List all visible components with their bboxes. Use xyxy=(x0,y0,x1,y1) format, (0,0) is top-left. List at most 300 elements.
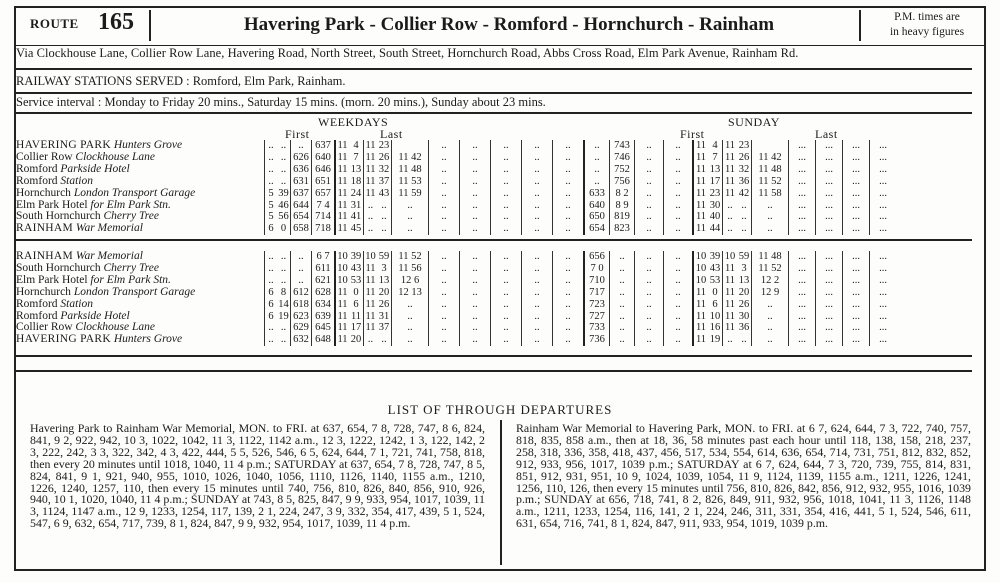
time-cell: 0 xyxy=(280,223,287,235)
time-cell: .. xyxy=(491,263,522,275)
time-cell: 611 xyxy=(312,263,336,275)
time-cell: .. xyxy=(553,164,585,176)
time-cell: 30 xyxy=(709,199,721,211)
time-cell: ... xyxy=(816,311,843,323)
time-cell: .. xyxy=(429,176,460,188)
time-cell: .. xyxy=(723,200,738,212)
time-cell: .. xyxy=(460,211,491,223)
time-cell: 11 xyxy=(335,140,349,152)
time-cell: .. xyxy=(553,200,585,212)
time-cell: ... xyxy=(843,152,870,164)
time-cell: .. xyxy=(522,299,553,311)
time-cell: .. xyxy=(280,175,287,187)
via-roads: Via Clockhouse Lane, Collier Row Lane, Havering Road, North Street, South Street, Hornchurch Road, Abbs Cross Road, Elm Park Avenue, Rainham Rd. xyxy=(16,46,799,60)
time-cell: 6 xyxy=(265,299,278,311)
time-cell: 39 xyxy=(350,251,362,262)
time-cell: ... xyxy=(789,176,816,188)
time-cell: 7 xyxy=(712,151,718,163)
timetable-row xyxy=(14,287,896,299)
time-cell: 26 xyxy=(378,151,390,163)
time-cell: .. xyxy=(752,322,789,334)
time-cell: 59 xyxy=(378,251,390,262)
time-cell: 7 4 xyxy=(312,200,336,212)
time-cell: .. xyxy=(491,334,522,346)
timetable-row xyxy=(14,176,896,188)
time-cell: 11 xyxy=(723,263,738,275)
time-cell: 37 xyxy=(378,322,390,334)
time-cell: 8 xyxy=(280,286,287,298)
time-cell: 43 xyxy=(709,262,721,274)
time-cell: ... xyxy=(870,287,897,299)
time-cell: .. xyxy=(429,322,460,334)
time-cell: 6 xyxy=(265,223,278,235)
time-cell: 32 xyxy=(738,163,750,175)
time-cell: ... xyxy=(843,200,870,212)
inbound-table xyxy=(14,251,972,346)
time-cell: 11 48 xyxy=(392,164,429,176)
timetable-row xyxy=(14,200,896,212)
time-cell: 11 xyxy=(335,311,349,323)
time-cell: 43 xyxy=(350,262,362,274)
time-cell: 11 xyxy=(693,188,708,200)
stop-name: Hornchurch London Transport Garage xyxy=(16,187,196,199)
time-cell: 26 xyxy=(738,151,750,163)
time-cell: 648 xyxy=(312,334,336,346)
time-cell: .. xyxy=(610,322,635,334)
time-cell: .. xyxy=(584,152,610,164)
time-cell: 5 xyxy=(265,211,278,223)
time-cell: 11 52 xyxy=(752,176,789,188)
time-cell: .. xyxy=(491,311,522,323)
time-cell: .. xyxy=(553,188,585,200)
time-cell: .. xyxy=(664,287,694,299)
time-cell: 11 xyxy=(365,151,376,163)
time-cell: 11 xyxy=(365,163,376,175)
time-cell: .. xyxy=(610,275,635,287)
time-cell: 10 xyxy=(709,310,721,322)
stop-name: Hornchurch London Transport Garage xyxy=(16,286,196,298)
railway-stations: RAILWAY STATIONS SERVED : Romford, Elm Park, Rainham. xyxy=(16,74,346,88)
time-cell: .. xyxy=(392,334,429,346)
time-cell: 11 52 xyxy=(392,251,429,263)
time-cell: .. xyxy=(522,223,553,235)
time-cell: ... xyxy=(870,188,897,200)
stop-name: RAINHAM War Memorial xyxy=(16,223,143,235)
time-cell: 819 xyxy=(610,211,635,223)
time-cell: ... xyxy=(870,223,897,235)
time-cell: 44 xyxy=(709,223,721,235)
time-cell: 20 xyxy=(738,286,750,298)
time-cell: ... xyxy=(816,211,843,223)
stop-name: Romford Station xyxy=(16,175,93,187)
timetable-row xyxy=(14,299,896,311)
time-cell xyxy=(392,140,429,152)
time-cell: 53 xyxy=(350,274,362,286)
time-cell: 11 xyxy=(350,310,362,322)
time-cell: 10 xyxy=(693,263,708,275)
time-cell: ... xyxy=(789,275,816,287)
timetable-row xyxy=(14,275,896,287)
time-cell: 11 xyxy=(365,187,376,199)
time-cell: .. xyxy=(522,263,553,275)
time-cell: ... xyxy=(789,311,816,323)
time-cell: .. xyxy=(491,200,522,212)
stop-name: RAINHAM War Memorial xyxy=(16,251,143,262)
time-cell: .. xyxy=(491,211,522,223)
time-cell: 11 xyxy=(365,175,376,187)
timetable-row xyxy=(14,263,896,275)
timetable-row xyxy=(14,164,896,176)
time-cell: .. xyxy=(635,164,664,176)
time-cell: .. xyxy=(522,334,553,346)
time-cell: .. xyxy=(491,152,522,164)
time-cell: .. xyxy=(364,211,378,223)
time-cell: .. xyxy=(280,262,287,274)
time-cell: ... xyxy=(870,140,897,152)
time-cell: 16 xyxy=(709,322,721,334)
time-cell: .. xyxy=(723,334,738,346)
time-cell: .. xyxy=(664,176,694,188)
sunday-heading: SUNDAY xyxy=(728,115,780,129)
time-cell: 733 xyxy=(584,322,610,334)
time-cell: 743 xyxy=(610,140,635,152)
time-cell: ... xyxy=(870,263,897,275)
time-cell: 23 xyxy=(738,140,750,151)
time-cell: 11 52 xyxy=(752,263,789,275)
time-cell: ... xyxy=(843,223,870,235)
time-cell: 651 xyxy=(312,176,336,188)
time-cell: .. xyxy=(664,223,694,235)
time-cell: 623 xyxy=(291,311,312,323)
time-cell: 11 59 xyxy=(392,188,429,200)
time-cell: 11 42 xyxy=(392,152,429,164)
time-cell: .. xyxy=(664,322,694,334)
time-cell: ... xyxy=(870,164,897,176)
time-cell: ... xyxy=(816,188,843,200)
time-cell: 37 xyxy=(378,175,390,187)
time-cell: .. xyxy=(635,176,664,188)
time-cell: 639 xyxy=(312,311,336,323)
time-cell: ... xyxy=(789,200,816,212)
time-cell: .. xyxy=(752,211,789,223)
time-cell: ... xyxy=(870,152,897,164)
time-cell: .. xyxy=(522,211,553,223)
time-cell: 12 2 xyxy=(752,275,789,287)
time-cell: 40 xyxy=(709,211,721,223)
time-cell: ... xyxy=(843,334,870,346)
time-cell: .. xyxy=(460,164,491,176)
time-cell: 10 xyxy=(335,275,349,287)
time-cell: .. xyxy=(584,140,610,152)
time-cell: .. xyxy=(429,140,460,152)
time-cell: 39 xyxy=(709,251,721,262)
time-cell: .. xyxy=(392,211,429,223)
time-cell: ... xyxy=(843,211,870,223)
time-cell: .. xyxy=(280,163,287,175)
time-cell: 32 xyxy=(378,163,390,175)
time-cell: .. xyxy=(741,223,747,235)
time-cell: 10 xyxy=(365,251,376,262)
time-cell: 628 xyxy=(312,287,336,299)
time-cell: .. xyxy=(584,176,610,188)
time-cell: 18 xyxy=(350,175,362,187)
time-cell: ... xyxy=(870,299,897,311)
time-cell: 612 xyxy=(291,287,312,299)
time-cell: 11 xyxy=(335,164,349,176)
time-cell: ... xyxy=(843,164,870,176)
time-cell: .. xyxy=(429,263,460,275)
time-cell: ... xyxy=(789,223,816,235)
time-cell: .. xyxy=(635,200,664,212)
time-cell: 11 xyxy=(723,322,738,334)
route-title: Havering Park - Collier Row - Romford - Hornchurch - Rainham xyxy=(243,14,775,35)
stop-name: South Hornchurch Cherry Tree xyxy=(16,211,159,223)
time-cell: .. xyxy=(460,263,491,275)
departures-outbound: Havering Park to Rainham War Memorial, MON. to FRI. at 637, 654, 7 8, 728, 747, 8 6, 824, 841, 9 2, 922, 942, 10 3, 1022, 1042, 11 3, 1122, 1142 a.m., 12 3, 1222, 1242, 1 3, 122, 142, 2 3, 222, 242, 3 3, 322, 342, 4 3, 422, 444, 5 5, 526, 546, 6 5, 624, 644, 7 1, 721, 741, 758, 818, then every 20 minutes until 1018, 1040, 11 4 p.m.; SATURDAY at 637, 654, 7 8, 728, 747, 8 5, 824, 841, 9 1, 921, 940, 955, 1010, 1026, 1040, 1056, 1110, 1126, 1140, 1155 a.m., 1210, 1226, 1240, 1257, 110, then every 15 minutes until 740, 756, 810, 826, 840, 856, 910, 926, 940, 10 1, 1020, 1040, 11 4 p.m.; SUNDAY at 743, 8 5, 825, 847, 9 9, 933, 954, 1017, 1039, 11 3, 1124, 1147 a.m., 12 9, 1233, 1254, 117, 139, 2 1, 224, 247, 3 9, 332, 354, 417, 439, 5 1, 524, 547, 6 9, 632, 654, 717, 739, 8 1, 824, 847, 9 9, 932, 954, 1017, 1039, 11 4 p.m. xyxy=(30,421,485,531)
time-cell: .. xyxy=(664,275,694,287)
time-cell: 4 xyxy=(712,140,718,151)
time-cell: .. xyxy=(381,223,387,235)
time-cell: .. xyxy=(664,211,694,223)
time-cell: 7 0 xyxy=(584,263,610,275)
stop-name: Elm Park Hotel for Elm Park Stn. xyxy=(16,274,171,286)
time-cell: 6 xyxy=(265,287,278,299)
time-cell: 710 xyxy=(584,275,610,287)
time-cell: 31 xyxy=(350,199,362,211)
time-cell: 11 xyxy=(365,298,376,310)
time-cell: ... xyxy=(843,188,870,200)
time-cell: 11 xyxy=(723,152,738,164)
time-cell: 19 xyxy=(709,334,721,346)
time-cell: .. xyxy=(635,223,664,235)
time-cell: .. xyxy=(664,164,694,176)
time-cell: 11 xyxy=(723,188,738,200)
time-cell: 656 xyxy=(584,251,610,263)
time-cell: ... xyxy=(870,211,897,223)
time-cell: .. xyxy=(460,223,491,235)
time-cell: .. xyxy=(429,188,460,200)
time-cell: ... xyxy=(843,176,870,188)
time-cell: 23 xyxy=(378,140,390,151)
time-cell: 4 xyxy=(353,140,359,151)
time-cell: 11 48 xyxy=(752,164,789,176)
time-cell: 11 xyxy=(335,200,349,212)
time-cell: ... xyxy=(843,251,870,263)
time-cell: .. xyxy=(280,334,287,346)
time-cell: 11 xyxy=(723,311,738,323)
time-cell: 718 xyxy=(312,223,336,235)
route-number: 165 xyxy=(98,9,134,35)
time-cell: 13 xyxy=(350,163,362,175)
divider xyxy=(14,112,972,114)
time-cell: 12 9 xyxy=(752,287,789,299)
time-cell: 3 xyxy=(741,262,747,274)
divider xyxy=(14,239,972,241)
time-cell: .. xyxy=(460,299,491,311)
time-cell: .. xyxy=(664,263,694,275)
time-cell: .. xyxy=(553,287,585,299)
time-cell: 0 xyxy=(712,286,718,298)
time-cell: 11 56 xyxy=(392,263,429,275)
time-cell: 11 xyxy=(335,334,349,346)
stop-name: Romford Parkside Hotel xyxy=(16,310,130,322)
time-cell: 11 xyxy=(693,334,708,346)
time-cell: ... xyxy=(843,263,870,275)
time-cell: 46 xyxy=(278,199,289,211)
time-cell: .. xyxy=(392,322,429,334)
time-cell: ... xyxy=(789,263,816,275)
service-interval: Service interval : Monday to Friday 20 mins., Saturday 15 mins. (morn. 20 mins.), Sunday about 23 mins. xyxy=(16,95,546,109)
time-cell: .. xyxy=(265,251,278,263)
time-cell: 10 xyxy=(723,251,738,263)
time-cell: .. xyxy=(280,151,287,163)
time-cell: 59 xyxy=(738,251,750,262)
time-cell: .. xyxy=(429,299,460,311)
stop-name: Collier Row Clockhouse Lane xyxy=(16,151,155,163)
time-cell: 45 xyxy=(350,223,362,235)
time-cell: .. xyxy=(635,140,664,152)
time-cell: ... xyxy=(843,140,870,152)
time-cell: .. xyxy=(265,152,278,164)
time-cell: 17 xyxy=(350,322,362,334)
time-cell: 5 xyxy=(265,188,278,200)
time-cell: .. xyxy=(429,200,460,212)
time-cell: .. xyxy=(429,164,460,176)
time-cell: 24 xyxy=(350,187,362,199)
timetable-row xyxy=(14,140,896,152)
time-cell: .. xyxy=(392,299,429,311)
time-cell: .. xyxy=(460,140,491,152)
time-cell: .. xyxy=(460,152,491,164)
time-cell: ... xyxy=(870,311,897,323)
time-cell: .. xyxy=(265,322,278,334)
time-cell: .. xyxy=(265,334,278,346)
time-cell: 11 xyxy=(693,223,708,235)
time-cell: .. xyxy=(752,311,789,323)
stop-name: Romford Parkside Hotel xyxy=(16,163,130,175)
time-cell: 11 xyxy=(693,299,708,311)
time-cell: 11 xyxy=(723,140,738,152)
time-cell: .. xyxy=(584,164,610,176)
time-cell: 11 xyxy=(693,164,708,176)
time-cell: ... xyxy=(843,311,870,323)
weekdays-first: First xyxy=(285,127,310,141)
time-cell: 618 xyxy=(291,299,312,311)
time-cell: ... xyxy=(816,275,843,287)
time-cell: .. xyxy=(392,223,429,235)
time-cell: .. xyxy=(491,164,522,176)
time-cell: .. xyxy=(610,263,635,275)
time-cell: .. xyxy=(381,211,387,223)
time-cell: 636 xyxy=(291,164,312,176)
time-cell: 11 xyxy=(335,188,349,200)
time-cell: 12 6 xyxy=(392,275,429,287)
timetable-row xyxy=(14,322,896,334)
time-cell: ... xyxy=(816,334,843,346)
time-cell: .. xyxy=(460,176,491,188)
time-cell: .. xyxy=(610,311,635,323)
time-cell: 11 xyxy=(365,140,376,151)
time-cell: .. xyxy=(392,200,429,212)
time-cell: 633 xyxy=(584,188,610,200)
time-cell: 644 xyxy=(291,200,312,212)
time-cell: 13 xyxy=(738,274,750,286)
time-cell: .. xyxy=(635,311,664,323)
time-cell: 11 xyxy=(693,211,708,223)
time-cell: .. xyxy=(429,287,460,299)
time-cell: ... xyxy=(870,275,897,287)
time-cell: .. xyxy=(280,140,287,151)
timetable-row xyxy=(14,152,896,164)
time-cell: .. xyxy=(522,311,553,323)
time-cell: 20 xyxy=(350,334,362,346)
time-cell: 10 xyxy=(693,275,708,287)
time-cell: 631 xyxy=(291,176,312,188)
time-cell: ... xyxy=(789,188,816,200)
time-cell: .. xyxy=(522,322,553,334)
header-bar xyxy=(14,6,986,46)
time-cell: ... xyxy=(789,211,816,223)
time-cell: .. xyxy=(635,334,664,346)
time-cell: .. xyxy=(635,299,664,311)
time-cell: .. xyxy=(429,311,460,323)
time-cell: 6 xyxy=(265,311,278,323)
time-cell: ... xyxy=(816,251,843,263)
time-cell: ... xyxy=(816,152,843,164)
outbound-table xyxy=(14,140,972,235)
time-cell: 11 xyxy=(723,299,738,311)
time-cell: ... xyxy=(816,164,843,176)
time-cell: 6 xyxy=(712,298,718,310)
time-cell: 8 9 xyxy=(610,200,635,212)
time-cell: .. xyxy=(610,299,635,311)
time-cell: .. xyxy=(429,275,460,287)
time-cell: .. xyxy=(553,176,585,188)
time-cell: .. xyxy=(553,275,585,287)
stop-name: HAVERING PARK Hunters Grove xyxy=(16,334,183,346)
time-cell: .. xyxy=(635,211,664,223)
time-cell: 17 xyxy=(709,175,721,187)
time-cell: .. xyxy=(635,263,664,275)
time-cell: 11 48 xyxy=(752,251,789,263)
time-cell: .. xyxy=(491,287,522,299)
time-cell: 752 xyxy=(610,164,635,176)
time-cell: .. xyxy=(522,140,553,152)
time-cell: 723 xyxy=(584,299,610,311)
time-cell: .. xyxy=(522,287,553,299)
time-cell: .. xyxy=(265,140,278,152)
time-cell: 39 xyxy=(278,187,289,199)
time-cell: .. xyxy=(553,334,585,346)
time-cell: .. xyxy=(522,152,553,164)
time-cell: 823 xyxy=(610,223,635,235)
timetable-row xyxy=(14,334,896,346)
time-cell: .. xyxy=(635,251,664,263)
time-cell: 11 xyxy=(335,287,349,299)
time-cell: 11 xyxy=(365,274,376,286)
timetable-row xyxy=(14,251,896,263)
time-cell: 11 xyxy=(693,200,708,212)
time-cell: ... xyxy=(870,176,897,188)
time-cell: 6 7 xyxy=(312,251,336,263)
time-cell: .. xyxy=(610,251,635,263)
time-cell: ... xyxy=(789,334,816,346)
time-cell: 12 13 xyxy=(392,287,429,299)
time-cell: .. xyxy=(491,140,522,152)
time-cell: 10 xyxy=(335,251,349,263)
time-cell: 11 xyxy=(723,164,738,176)
time-cell: 14 xyxy=(278,298,289,310)
